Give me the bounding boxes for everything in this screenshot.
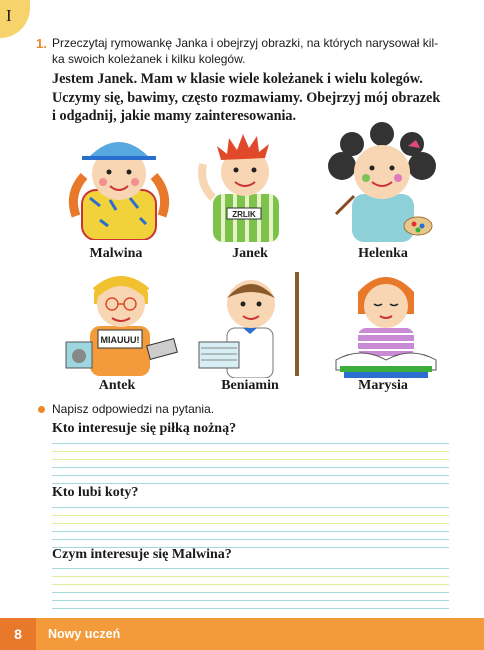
instruction-line-2: ka swoich koleżanek i kilku kolegów. <box>52 52 246 66</box>
footer-bar <box>0 618 484 650</box>
poem-line-3: i odgadnij, jakie mamy zainteresowania. <box>52 108 297 124</box>
poem-line-2: Uczymy się, bawimy, często rozmawiamy. Obejrzyj mój obrazek <box>52 89 441 106</box>
chapter-marker: I <box>6 6 12 25</box>
footer-title: Nowy uczeń <box>48 627 121 641</box>
poem <box>52 70 472 126</box>
task2-instruction: Napisz odpowiedzi na pytania. <box>52 402 215 416</box>
child-name-helenka: Helenka <box>358 246 408 261</box>
child-name-antek: Antek <box>98 378 136 393</box>
question-3: Czym interesuje się Malwina? <box>52 547 232 562</box>
child-name-beniamin: Beniamin <box>221 378 279 393</box>
jersey-text: ZRLIK <box>232 210 256 219</box>
child-name-malwina: Malwina <box>89 246 143 261</box>
beniamin-illustration <box>193 264 309 378</box>
answer-lines-3[interactable] <box>52 568 449 616</box>
exercise-instruction <box>52 35 472 67</box>
question-1: Kto interesuje się piłką nożną? <box>52 421 237 436</box>
janek-illustration <box>189 124 301 242</box>
task-bullet-icon <box>38 406 45 413</box>
poem-line-1: Jestem Janek. Mam w klasie wiele koleżanek i wielu kolegów. <box>52 71 423 87</box>
question-2: Kto lubi koty? <box>52 485 139 500</box>
answer-lines-1[interactable] <box>52 443 449 491</box>
child-name-janek: Janek <box>232 246 268 261</box>
page-number: 8 <box>0 618 36 650</box>
child-name-marysia: Marysia <box>358 378 408 393</box>
exercise-number: 1. <box>36 36 47 51</box>
antek-illustration <box>60 262 182 376</box>
instruction-line-1: Przeczytaj rymowankę Janka i obejrzyj obrazki, na których narysował kil- <box>52 36 439 50</box>
malwina-illustration <box>60 128 178 240</box>
chapter-tab <box>0 0 30 38</box>
sign-text: MIAUUU! <box>100 335 140 345</box>
marysia-illustration <box>330 264 442 378</box>
helenka-illustration <box>322 122 442 242</box>
